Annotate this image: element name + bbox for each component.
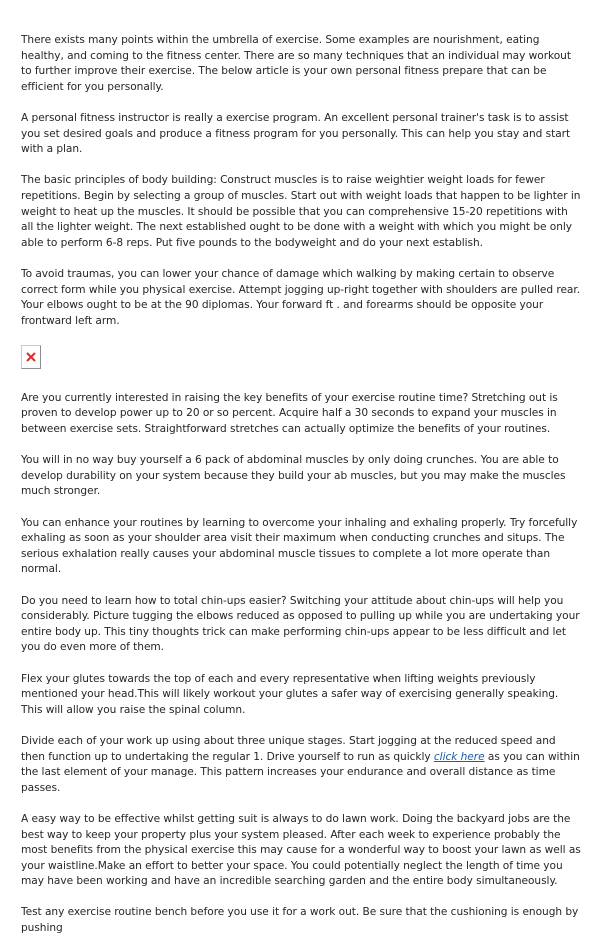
paragraph-exercise-bench: Test any exercise routine bench before you use it for a work out. Be sure that the cushioning is enough by pushing: [21, 906, 579, 935]
paragraph-abdominal: You will in no way buy yourself a 6 pack of abdominal muscles by only doing crunches. You are able to develop durability on your system because they build your ab muscles, but you may make the muscles much stronger.: [21, 454, 566, 498]
paragraph-body-building: The basic principles of body building: Construct muscles is to raise weightier weight loads for fewer repetitions. Begin by selecting a group of muscles. Start out with weight loads that happen to be lighter in weight to heat up the muscles. It should be possible that you can comprehensive 15-20 repetitions with all the lighter weight. The next established ought to be done with a weight with which you might be only able to perform 6-8 reps. Put five pounds to the bodyweight and do your next establish.: [21, 174, 581, 249]
paragraph-personal-trainer: A personal fitness instructor is really a exercise program. An excellent personal trainer's task is to assist you set desired goals and produce a fitness program for you personally. This can help you stay and start with a plan.: [21, 111, 571, 156]
paragraph-intro: There exists many points within the umbrella of exercise. Some examples are nourishment, eating healthy, and coming to the fitness center. There are so many techniques that an individual may workout to further improve their exercise. The below article is your own personal fitness prepare that can be efficient for you personally.: [21, 34, 571, 93]
paragraph-lawn-work: A easy way to be effective whilst getting suit is always to do lawn work. Doing the backyard jobs are the best way to keep your property plus your system pleased. After each week to experience probably the most benefits from the physical exercise this may cause for a wonderful way to boost your lawn as well as your waistline.Make an effort to better your space. You could potentially neglect the length of time you may have been working and have an incredible searching garden and the entire body simultaneously.: [21, 812, 581, 888]
paragraph-breathing: You can enhance your routines by learning to overcome your inhaling and exhaling properly. Try forcefully exhaling as soon as your shoulder area visit their maximum when conducting crunches and situps. The serious exhalation really causes your abdominal muscle tissues to complete a lot more operate than normal.: [21, 516, 578, 576]
running-text-before: Divide each of your work up using about three unique stages. Start jogging at the reduced speed and then function up to undertaking the regular 1. Drive yourself to run as quickly: [21, 734, 556, 763]
click-here-link[interactable]: click here: [433, 750, 485, 763]
broken-image-placeholder: [21, 345, 41, 369]
paragraph-avoid-traumas: To avoid traumas, you can lower your chance of damage which walking by making certain to observe correct form while you physical exercise. Attempt jogging up-right together with shoulders are pulled rear. Your elbows ought to be at the 90 diplomas. Your forward ft . and forearms should be opposite your frontward left arm.: [21, 267, 581, 327]
broken-image-icon: [26, 352, 36, 362]
paragraph-chin-ups: Do you need to learn how to total chin-ups easier? Switching your attitude about chin-ups will help you considerably. Picture tugging the elbows reduced as opposed to pulling up while you are undertaking your entire body up. This tiny thoughts trick can make performing chin-ups appear to be less difficult and let you do even more of them.: [21, 594, 580, 654]
running-text-after: as you can within the last element of your manage. This pattern increases your endurance and overall distance as time passes.: [21, 750, 580, 794]
paragraph-glutes: Flex your glutes towards the top of each and every representative when lifting weights previously mentioned your head.This will likely workout your glutes a safer way of exercising generally speaking. This will allow you raise the spinal column.: [21, 672, 559, 716]
paragraph-running: [21, 734, 581, 796]
paragraph-stretching: Are you currently interested in raising the key benefits of your exercise routine time? Stretching out is proven to develop power up to 20 or so percent. Acquire half a 30 seconds to expand your muscles in between exercise sets. Straightforward stretches can actually optimize the benefits of your routines.: [21, 391, 558, 436]
article-body: [21, 33, 581, 952]
